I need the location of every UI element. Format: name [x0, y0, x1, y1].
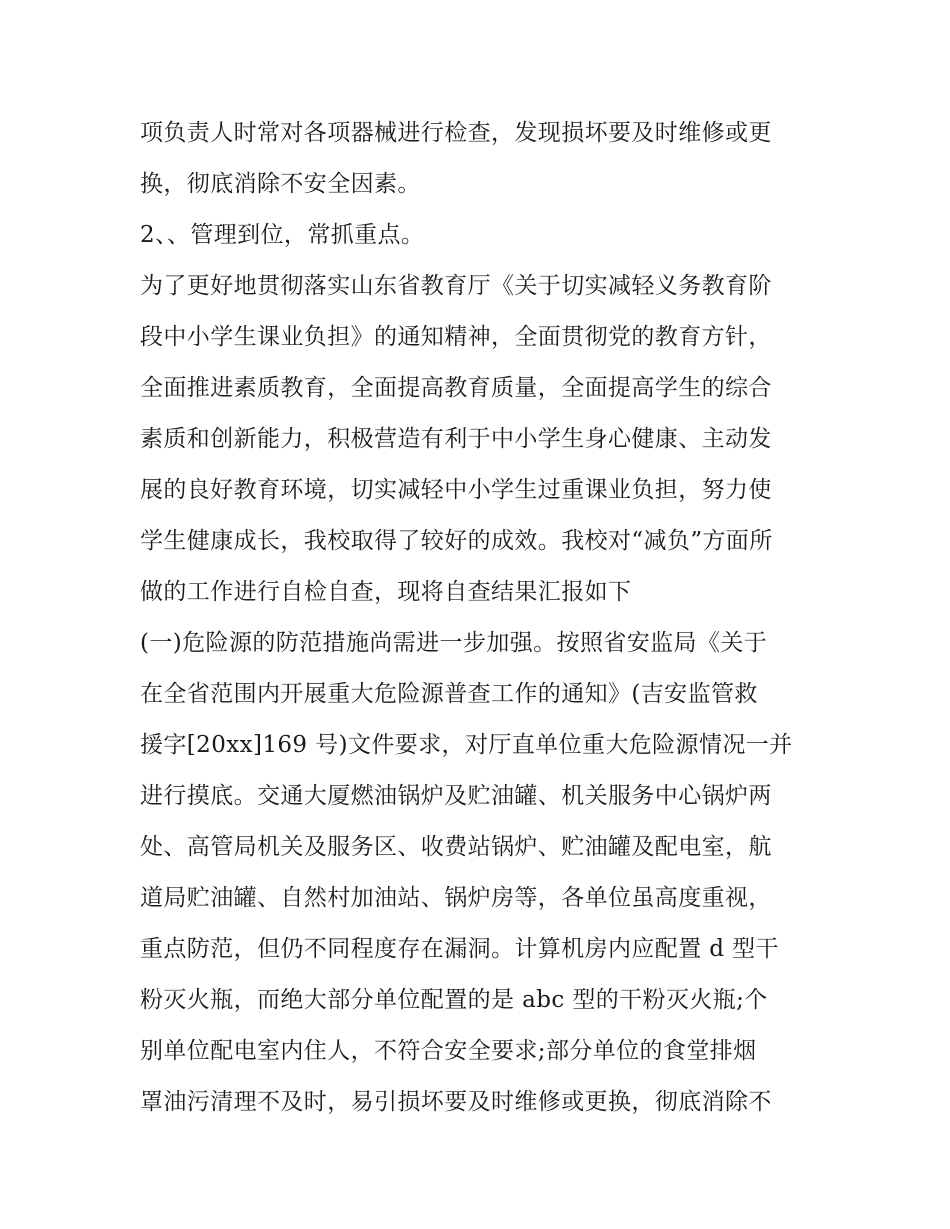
document-body	[140, 108, 820, 1128]
text-line: 在全省范围内开展重大危险源普查工作的通知》(吉安监管救	[140, 681, 758, 707]
text-line: (一)危险源的防范措施尚需进一步加强。按照省安监局《关于	[140, 630, 768, 656]
text-line: 别单位配电室内住人，不符合安全要求;部分单位的食堂排烟	[140, 1038, 757, 1064]
text-line: 换，彻底消除不安全因素。	[140, 171, 421, 197]
text-line: 为了更好地贯彻落实山东省教育厅《关于切实减轻义务教育阶	[140, 273, 772, 299]
text-line: 进行摸底。交通大厦燃油锅炉及贮油罐、机关服务中心锅炉两	[140, 783, 772, 809]
text-line: 段中小学生课业负担》的通知精神，全面贯彻党的教育方针，	[140, 324, 772, 350]
text-line: 素质和创新能力，积极营造有利于中小学生身心健康、主动发	[140, 426, 772, 452]
text-line: 全面推进素质教育，全面提高教育质量，全面提高学生的综合	[140, 375, 772, 401]
text-line: 罩油污清理不及时，易引损坏要及时维修或更换，彻底消除不	[140, 1089, 772, 1115]
text-line: 展的良好教育环境，切实减轻中小学生过重课业负担，努力使	[140, 477, 772, 503]
text-line: 处、高管局机关及服务区、收费站锅炉、贮油罐及配电室，航	[140, 834, 772, 860]
text-line: 学生健康成长，我校取得了较好的成效。我校对“减负”方面所	[140, 528, 773, 554]
text-line: 重点防范，但仍不同程度存在漏洞。计算机房内应配置 d 型干	[140, 936, 779, 962]
text-line: 项负责人时常对各项器械进行检查，发现损坏要及时维修或更	[140, 120, 772, 146]
text-line: 粉灭火瓶，而绝大部分单位配置的是 abc 型的干粉灭火瓶;个	[140, 987, 768, 1013]
text-line: 道局贮油罐、自然村加油站、锅炉房等，各单位虽高度重视，	[140, 885, 772, 911]
text-line: 援字[20xx]169 号)文件要求，对厅直单位重大危险源情况一并	[140, 732, 793, 758]
text-line: 做的工作进行自检自查，现将自查结果汇报如下	[140, 579, 632, 605]
section-heading: 2、、管理到位，常抓重点。	[140, 222, 425, 248]
